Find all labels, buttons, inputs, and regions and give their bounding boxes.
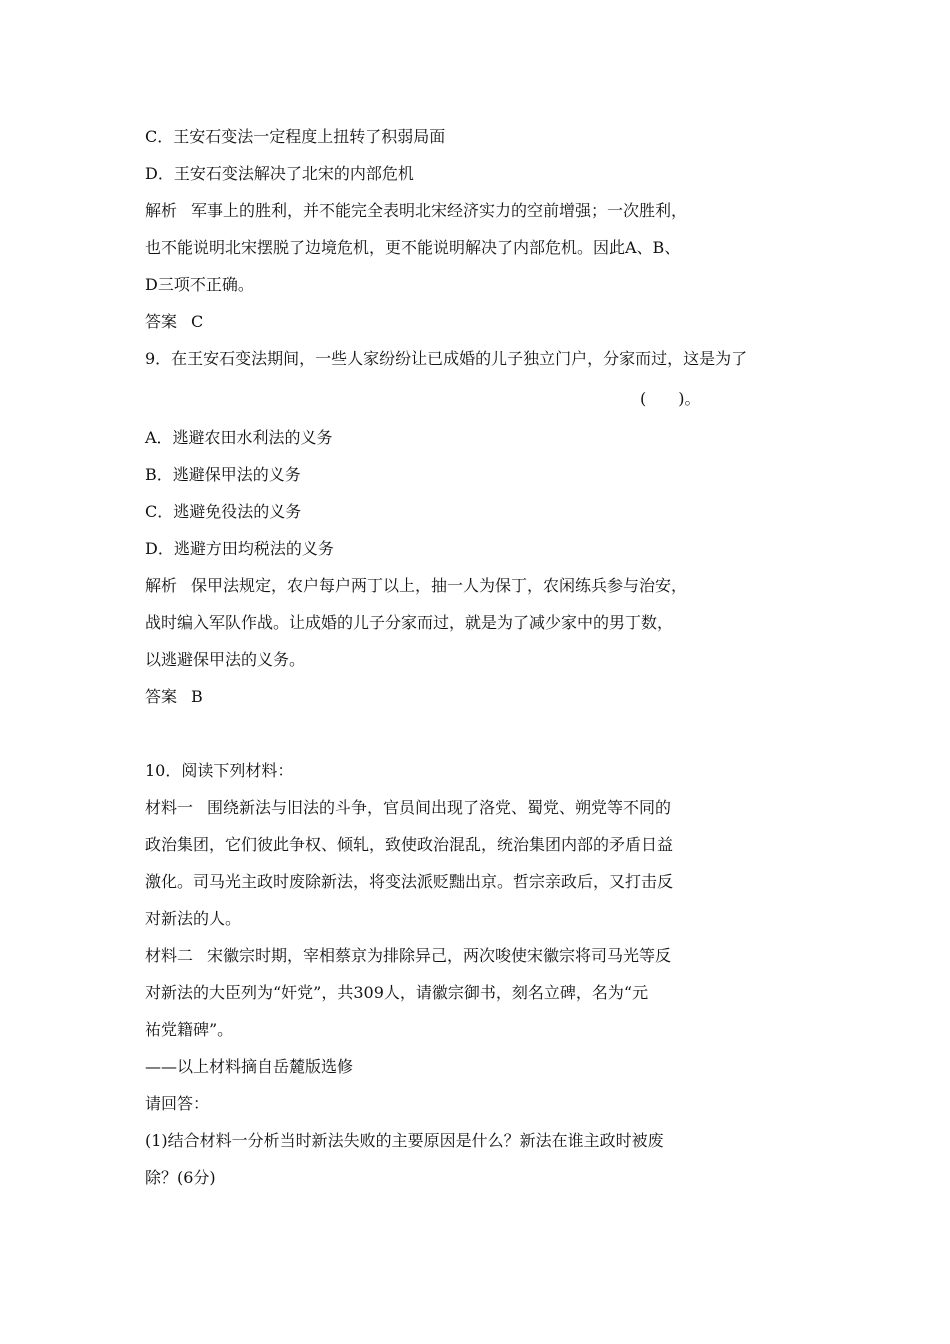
- q9-answer-blank: ( )。: [640, 389, 701, 408]
- q9-option-d: D．逃避方田均税法的义务: [145, 539, 334, 558]
- q10-material2-line-3: 祐党籍碑”。: [145, 1020, 234, 1039]
- q10-material1-line-1: [145, 797, 671, 819]
- q10-material1-line-2: 政治集团，它们彼此争权、倾轧，致使政治混乱，统治集团内部的矛盾日益: [145, 835, 674, 854]
- q8-analysis-label: 解析: [145, 201, 178, 220]
- q9-analysis-label: 解析: [145, 576, 178, 595]
- q9-option-b: B．逃避保甲法的义务: [145, 465, 301, 484]
- q10-sub1-line-2: 除？(6分): [145, 1168, 216, 1187]
- q8-option-c: C．王安石变法一定程度上扭转了积弱局面: [145, 127, 446, 146]
- q10-material1-line-3: 激化。司马光主政时废除新法，将变法派贬黜出京。哲宗亲政后，又打击反: [145, 872, 674, 891]
- q9-option-a: A．逃避农田水利法的义务: [145, 428, 333, 447]
- q8-analysis-line-3: D三项不正确。: [145, 275, 254, 294]
- q9-answer: [145, 686, 203, 708]
- q10-prompt: 请回答：: [145, 1094, 210, 1113]
- q10-material2-text-1: 宋徽宗时期，宰相蔡京为排除异己，两次唆使宋徽宗将司马光等反: [207, 946, 672, 965]
- q9-analysis-line-1: [145, 575, 687, 597]
- q8-answer-value: C: [191, 312, 204, 331]
- q10-source: ——以上材料摘自岳麓版选修: [145, 1057, 354, 1076]
- q9-analysis-line-2: 战时编入军队作战。让成婚的儿子分家而过，就是为了减少家中的男丁数，: [145, 613, 674, 632]
- q10-sub1-line-1: (1)结合材料一分析当时新法失败的主要原因是什么？新法在谁主政时被废: [145, 1131, 664, 1150]
- q8-analysis-text-1: 军事上的胜利，并不能完全表明北宋经济实力的空前增强；一次胜利，: [191, 201, 688, 220]
- q9-analysis-line-3: 以逃避保甲法的义务。: [145, 650, 306, 669]
- q10-material2-label: 材料二: [145, 946, 194, 965]
- q10-material2-line-1: [145, 945, 671, 967]
- q8-analysis-line-1: [145, 200, 687, 222]
- q9-option-c: C．逃避免役法的义务: [145, 502, 302, 521]
- q8-option-d: D．王安石变法解决了北宋的内部危机: [145, 164, 414, 183]
- q10-material1-line-4: 对新法的人。: [145, 909, 242, 928]
- q10-material1-text-1: 围绕新法与旧法的斗争，官员间出现了洛党、蜀党、朔党等不同的: [207, 798, 672, 817]
- q8-answer-label: 答案: [145, 312, 178, 331]
- q10-material2-line-2: 对新法的大臣列为“奸党”，共309人，请徽宗御书，刻名立碑，名为“元: [145, 983, 649, 1002]
- q8-answer: [145, 311, 203, 333]
- q9-answer-label: 答案: [145, 687, 178, 706]
- q10-stem: 10．阅读下列材料：: [145, 761, 294, 780]
- q8-analysis-line-2: 也不能说明北宋摆脱了边境危机，更不能说明解决了内部危机。因此A、B、: [145, 238, 681, 257]
- q9-analysis-text-1: 保甲法规定，农户每户两丁以上，抽一人为保丁，农闲练兵参与治安，: [191, 576, 688, 595]
- q9-stem: 9．在王安石变法期间，一些人家纷纷让已成婚的儿子独立门户，分家而过，这是为了: [145, 349, 748, 368]
- q10-material1-label: 材料一: [145, 798, 194, 817]
- q9-answer-value: B: [191, 687, 203, 706]
